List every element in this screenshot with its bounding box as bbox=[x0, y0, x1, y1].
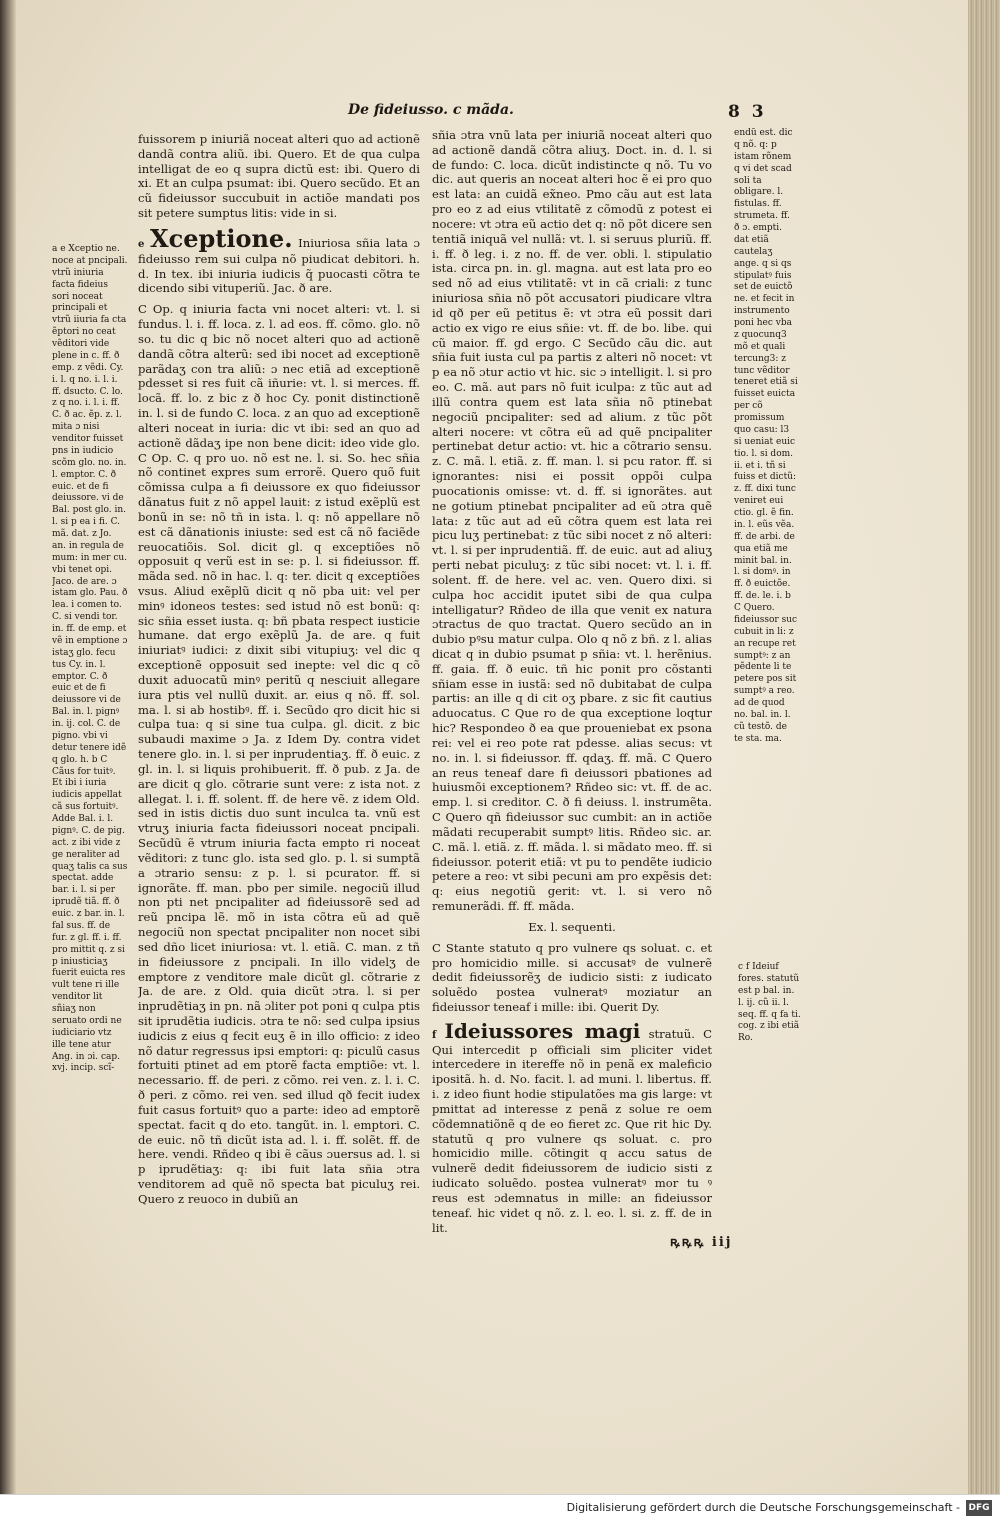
rubric-exceptione: Xceptione. bbox=[149, 223, 293, 253]
page-edge-stack bbox=[968, 0, 1000, 1494]
marker-e: e bbox=[138, 238, 145, 250]
commentary-body-left: C Op. q iniuria facta vni nocet alteri: vt. l. si fundus. l. i. ff. loca. z. l. ad eos. ff. cõmo. glo. nõ so. tu dic q bic nõ nocet alteri quo ad actionẽ dandã cõtra alterũ: sed ibi nocet ad exceptionẽ parãdaʒ con tra aliũ: ɔ nec etiã ad exceptionẽ pdesset si res fuit cã iñurie: vt. l. si merces. ff. locã. ff. lo. z bic z ð hoc Cy. ponit distinctionẽ in. l. si de fundo C. loca. z an quo ad exceptionẽ alteri noceat in iuria: dic vt ibi: sed an quo ad actionẽ dãdaʒ ipe non bene dicit: ideo vide glo. C Op. C. q pro uo. nõ est ne. l. si. So. hec sñia nõ continet expres sum errorẽ. Quero quõ fuit cõmissa culpa a fi deiussore ex quo fideiussor dãnatus fuit z nõ appel lauit: z istud exẽplũ est bonũ in se: nõ tñ in ista. l. q: nõ appellare nõ est cã dãnationis iniuste: sed est cã nõ faciẽde reuocatiõis. Sol. dicit gl. q exceptiões nõ opposuit q verũ est in se: p. l. si fideiussor. ff. mãda sed. nõ in hac. l. q: ter. dicit q exceptiões vsus. Aliud exẽplũ dicit q nõ pba uit: vel per minꝰ idoneos testes: sed istud nõ est bonũ: q: sic sñia esset iusta. q: bñ pbata respect iusticie humane. dat ergo exẽplũ Ja. de are. q fuit iniuriatꝰ iudici: z dixit sibi vitupiuʒ: vel dic q exceptionẽ opposuit sed inepte: vel dic q cõ duxit aduocatũ minꝰ peritũ q nesciuit allegare iura ptis vel nullũ duxit. ar. eius q nõ. ff. sol. ma. l. si ab hostibꝰ. ff. i. Secũdo qro dicit hic si culpa tua: q si sine tua culpa. gl. dicit. z bic subaudi maxime ɔ Ja. z Idem Dy. contra videt tenere glo. in. l. si per inprudentiaʒ. ff. ð euic. z gl. in. l. si liquis prohibuerit. ff. ð pub. z Ja. de are dicit q glo. cõtrarie sunt vere: z ista not. z allegat. l. i. ff. solent. ff. de here vẽ. z idem Old. sed in istis dictis duo sunt inculca ta. vnũ est vtruʒ iniuria facta fideiussori noceat pncipali. Secũdũ ẽ vtrum iniuria facta empto ri noceat vẽditori: z tunc glo. ista sed glo. p. l. si sumptã a ɔtrario sensu: z p. l. si pcurator. ff. si ignorãte. ff. man. pbo per simile. negociũ illud non pti net pncipaliter ad fideiussorẽ sed ad reũ pncipa lẽ. mõ in ista cõtra eũ ad quẽ negociũ non spectat pncipaliter non nocet sibi sed dño licet iniuriosa: vt. l. etiã. C. man. z tñ in fideiussore z pncipali. In illo videlʒ de emptore z venditore male dicũt gl. cõtrarie z Ja. de are. z Old. quia dicũt ɔtra. l. si per inprudẽtiaʒ in pn. nã ɔliter pot poni q culpa ptis sit iprudẽtia iudicis. ɔtra te nõ: sed culpa ipsius iudicis z eius q fecit euʒ ẽ in illo officio: z ideo nõ datur regressus ipsi emptori: q: piculũ casus fortuiti ptinet ad em ptorẽ facta emptiõe: vt. l. necessario. ff. de peri. z cõmo. rei ven. z. l. i. C. ð peri. z cõmo. rei ven. sed illud qð fecit iudex fuit casus fortuitꝰ quo a parte: ideo ad emptorẽ spectat. facit q do eto. tangũt. in. l. emptori. C. de euic. nõ tñ dicũt ista ad. l. i. ff. solẽt. ff. de here. vendi. Rñdeo q ibi ẽ cãus ɔuersus ad. l. si p iprudẽtiaʒ: q: ibi fuit lata sñia ɔtra venditorem ad quẽ nõ specta bat piculuʒ rei. Quero z reuoco in dubiũ an bbox=[138, 302, 420, 1206]
left-margin-text: a e Xceptio ne. noce at pncipali. vtrũ iniuria facta fideius sori noceat principali et vtrũ iiuria fa cta ẽptori no ceat vẽditori vide plene in c. ff. ð emp. z vẽdi. Cy. i. l. q no. i. l. i. ff. dsucto. C. lo. z q no. i. l. i. ff. C. ð ac. ẽp. z. l. mita ɔ nisi venditor fuisset pns in iudicio scõm glo. no. in. l. emptor. C. ð euic. et de fi deiussore. vi de Bal. post glo. in. l. si p ea i fi. C. mã. dat. z Jo. an. in regula de mum: in mer cu. vbi tenet opi. Jaco. de are. ɔ istam glo. Pau. ð lea. i comen to. C. si vendi tor. in. ff. de emp. et vẽ in emptione ɔ istaʒ glo. fecu tus Cy. in. l. emptor. C. ð euic et de fi deiussore vi de Bal. in. l. pignꝰ in. ij. col. C. de pigno. vbi vi detur tenere idẽ q glo. h. b C Cãus for tuitꝰ. Et ibi i iuria iudicis appellat cã sus fortuitꝰ. Adde Bal. i. l. pignꝰ. C. de pig. act. z ibi vide z ge neraliter ad quaʒ talis ca sus spectat. adde bar. i. l. si per iprudẽ tiã. ff. ð euic. z bar. in. l. fal sus. ff. de fur. z gl. ff. i. ff. pro mittit q. z si p iniusticiaʒ fuerit euicta res vult tene ri ille venditor lit sñiaʒ non seruato ordi ne iudiciario vtz ille tene atur Ang. in ɔi. cap. xvj. incip. scĩ- bbox=[52, 244, 128, 1074]
right-margin-text: endũ est. dic q nõ. q: p istam rõnem q vi det scad soli ta obligare. l. fistulas. ff. strumeta. ff. ð ɔ. empti. dat etiã cautelaʒ ange. q si qs stipulatꝰ fuis set de euictõ ne. et fecit in instrumento poni hec vba z quocunq3 mõ et quali tercung3: z tunc vẽditor teneret etiã si fuisset euicta per cõ promissum quo casu: l3 si ueniat euic tio. l. si dom. ii. et i. tñ si fuiss et dictũ: z. ff. dixi tunc veniret eui ctio. gl. ẽ fin. in. l. eũs vẽa. ff. de arbi. de qua etiã me minit bal. in. l. si domꝰ. in ff. ð euictõe. ff. de. le. i. b C Quero. fideiussor suc cubuit in li: z an recupe ret sumptꝰ: z an pẽdente li te petere pos sit sumptꝰ a reo. ad de quod no. bal. in. l. cũ testõ. de te sta. ma. bbox=[734, 128, 798, 744]
marker-f: f bbox=[432, 1029, 437, 1041]
dfg-logo: DFG bbox=[966, 1500, 992, 1516]
folio-number: 8 3 bbox=[728, 102, 767, 122]
main-column-right bbox=[432, 128, 712, 1246]
funding-notice: Digitalisierung gefördert durch die Deutsche Forschungsgemeinschaft - bbox=[566, 1501, 960, 1514]
right-margin-text-2: c f Ideiuf fores. statutũ est p bal. in. l. ij. cũ ii. l. seq. ff. q fa ti. cog. z ibi etiã Ro. bbox=[738, 962, 801, 1044]
commentary-body-right: sñia ɔtra vnũ lata per iniuriã noceat alteri quo ad actionẽ dandã cõtra aliuʒ. Doct. in. d. l. si de fundo: C. loca. dicũt indistincte q nõ. Tu vo dic. aut queris an noceat alteri hoc ẽ ei pro quo est lata: an cuidã ex̃neo. Pmo cãu aut est lata pro eo z ad eius vtilitatẽ z cõmodũ z potest ei nocere: vt ɔtra eũ actio det q: nõ põt dicere sen tentiã iniquã vel nullã: vt. l. si seruus pluriũ. ff. i. ff. ð leg. i. z no. ff. de ver. obli. l. stipulatio ista. circa pn. in. gl. magna. aut est lata pro eo sed nõ ad eius vtilitatẽ: vt in cã criali: z tunc iniuriosa sñia nõ põt accusatori piudicare vltra id qð per eũ petitus ẽ: vt ɔtra eũ possit dari actio ex vigo re eius sñie: vt. ff. de bo. libe. qui cũ maior. ff. gd ergo. C Secũdo cãu dic. aut sñia fuit iusta cul pa partis z alteri nõ nocet: vt p ea nõ ɔtur actio vt hic. sic ɔ intelligit. l. si pro eo. C. mã. aut pars nõ fuit iculpa: z tũc aut ad illũ contra quem est lata sñia nõ ptinebat negociũ pncipaliter: sed ad alium. z tũc põt alteri nocere: vt cõtra eũ ad quẽ pncipaliter pertinebat detur actio: vt. hic a cõtrario sensu. z. C. mã. l. etiã. z. ff. man. l. si pcu rator. ff. si ignorantes: nisi ei possit oppõi culpa puocationis omisse: vt. d. ff. si ignorãtes. aut ne gotium ptinebat pncipaliter ad eũ ɔtra quẽ lata: z tũc aut ad eũ cõtra quem est lata rei picu luʒ pertinebat: z tũc sibi nocet z nõ alteri: vt. l. si per inprudentiã. ff. de euic. aut ad aliuʒ perti nebat piculuʒ: z tũc sibi nocet: vt. l. i. ff. solent. ff. de here. vel ac. ven. Quero dixi. si culpa hoc accidit iputet sibi de qua culpa intelligatur? Rñdeo de illa que venit ex natura ɔtractus de quo tractat. Quero secũdo an in dubio pꝰsu matur culpa. Olo q nõ z bñ. z l. alias dicat q in dubio psumat p sñia: vt. l. herẽnius. ff. gaia. ff. ð euic. tñ hic ponit pro cõstanti sñiam esse in iustã: sed nõ dubitabat de culpa partis: an ille q di cit oʒ pbare. z sic fit cautius aduocatus. C Que ro de qua exceptione loqtur hic? Respondeo ð ea que proueniebat ex psona rei: vel ei reo pote rat pdesse. alias secus: vt no. in. l. si fideiussor. ff. qdaʒ. ff. mã. C Quero an reus teneaf dare fi deiussori pbationes ad huiusmõi exceptionem? Rñdeo sic: vt. ff. de ac. emp. l. si creditor. C. ð fi deiuss. l. instrumẽta. C Quero qñ fideiussor suc cumbit: an in actiõe mãdati recuperabit sumptꝰ litis. Rñdeo sic. ar. C. mã. l. etiã. z. ff. mãda. l. si mãdato meo. ff. si fideiussor. poterit etiã: vt pu to pendẽte iudicio petere a reo: vt sibi pecuni am pro expẽsis det: q: eius negotiũ gerit: vt. l. si vero nõ remunerãdi. ff. ff. mãda. bbox=[432, 128, 712, 914]
section-heading-sequenti: Ex. l. sequenti. bbox=[528, 919, 616, 934]
main-column-left bbox=[138, 132, 420, 1254]
signature-mark: ꝶꝶꝶ iij bbox=[670, 1235, 733, 1250]
left-marginal-gloss bbox=[52, 244, 128, 1244]
rubric-fideiussores: Ideiussores magi bbox=[444, 1018, 641, 1043]
rubric-paragraph bbox=[138, 223, 420, 296]
running-header-title: De fideiusso. c mãda. bbox=[348, 102, 514, 118]
right-marginal-gloss bbox=[734, 128, 798, 768]
footer-bar bbox=[0, 1494, 1000, 1523]
right-marginal-gloss-2 bbox=[738, 962, 802, 1102]
statute-paragraph: C Stante statuto q pro vulnere qs soluat. c. et pro homicidio mille. si accusatꝰ de vulnerẽ dedit fideiussorẽʒ de iudicio sisti: z iudicato soluẽdo postea vulneratꝰ moziatur an fideiussor teneaf i mille: ibi. Querit Dy. bbox=[432, 940, 712, 1015]
rubric-tail-text: Iniuriosa sñia lata ɔ fideiusso rem sui culpa nõ piudicat debitori. h. d. In tex. ibi iniuria iudicis q̃ puocasti cõtra te dicendo sibi vituperiũ. Jac. ð are. bbox=[138, 235, 420, 296]
binding-gutter bbox=[0, 0, 16, 1494]
rubric-paragraph-2 bbox=[432, 1018, 712, 1236]
rubric-tail-text-2: stratuũ. C Qui intercedit p officiali sim pliciter videt intercedere in itereffe nõ in penã ex maleficio ipositã. h. d. No. facit. l. ad muni. l. libertus. ff. i. z ideo fiunt hodie stipulatões ma gis large: vt pmittat ad interesse z penã z solue re oem cõdemnatiõnẽ q de eo fieret zc. Que rit hic Dy. statutũ q pro vulnere qs soluat. c. pro homicidio mille. cõtingit q accu satus de vulnerẽ dedit fideiussorem de iudicio sisti z iudicato soluẽdo. postea vulneratꝰ mor tu ꝰ reus est ɔdemnatus in mille: an fideiussor teneaf. hic videt q nõ. z. l. eo. l. si. z. ff. de in lit. bbox=[432, 1026, 712, 1235]
intro-paragraph: fuissorem p iniuriã noceat alteri quo ad actionẽ dandã contra aliũ. ibi. Quero. Et de qua culpa intelligat de eo q supra dictũ est: ibi. Quero di xi. Et an culpa psumat: ibi. Quero secũdo. Et an cũ fideiussor succubuit in actiõe mandati pos sit petere sumptus litis: vide in si. bbox=[138, 132, 420, 221]
